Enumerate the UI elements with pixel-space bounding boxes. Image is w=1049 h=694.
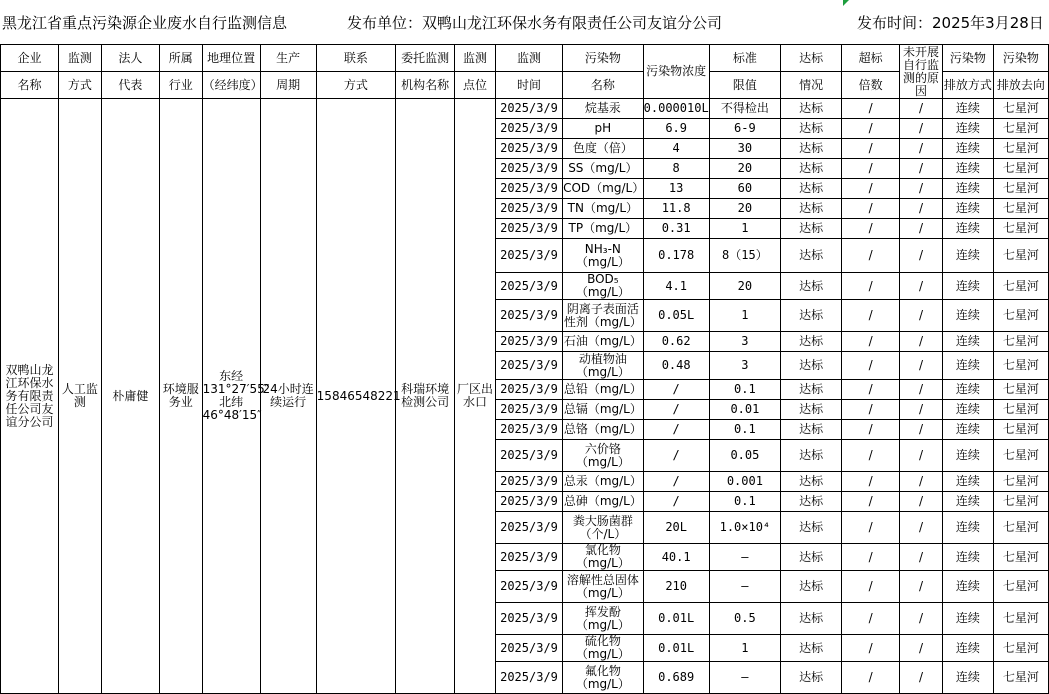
discharge-mode-cell[interactable]: 连续 — [942, 635, 993, 662]
concentration-cell[interactable]: 20L — [643, 512, 709, 544]
pollutant-name-cell[interactable]: NH₃-N（mg/L） — [563, 239, 643, 273]
compliance-cell[interactable]: 达标 — [781, 571, 842, 603]
pollutant-name-cell[interactable]: 石油（mg/L） — [563, 332, 643, 352]
column-header-8-bottom: 点位 — [455, 72, 496, 99]
pollutant-name-cell[interactable]: TP（mg/L） — [563, 219, 643, 239]
concentration-cell[interactable]: 13 — [643, 179, 709, 199]
discharge-mode-cell[interactable]: 连续 — [942, 139, 993, 159]
standard-limit-cell[interactable]: 30 — [709, 139, 780, 159]
exceed-ratio-cell[interactable]: / — [842, 179, 900, 199]
company-method-cell[interactable]: 人工监测 — [59, 99, 102, 694]
exceed-ratio-cell[interactable]: / — [842, 472, 900, 492]
compliance-cell[interactable]: 达标 — [781, 139, 842, 159]
concentration-cell[interactable]: / — [643, 472, 709, 492]
discharge-destination-cell[interactable]: 七星河 — [993, 239, 1048, 273]
compliance-cell[interactable]: 达标 — [781, 300, 842, 332]
no-monitor-reason-cell[interactable]: / — [900, 199, 943, 219]
no-monitor-reason-cell[interactable]: / — [900, 273, 943, 300]
discharge-mode-cell[interactable]: 连续 — [942, 119, 993, 139]
no-monitor-reason-cell[interactable]: / — [900, 332, 943, 352]
discharge-mode-cell[interactable]: 连续 — [942, 571, 993, 603]
standard-limit-cell[interactable]: 1 — [709, 219, 780, 239]
company-agency-cell[interactable]: 科瑞环境检测公司 — [396, 99, 455, 694]
monitor-date-cell[interactable]: 2025/3/9 — [495, 662, 562, 694]
column-header-10-top: 污染物 — [563, 45, 643, 72]
compliance-cell[interactable]: 达标 — [781, 544, 842, 571]
no-monitor-reason-cell[interactable]: / — [900, 440, 943, 472]
column-header-13-top: 达标 — [781, 45, 842, 72]
pollutant-name-cell[interactable]: 硫化物（mg/L） — [563, 635, 643, 662]
standard-limit-cell[interactable]: 20 — [709, 273, 780, 300]
column-header-9-top: 监测 — [495, 45, 562, 72]
exceed-ratio-cell[interactable]: / — [842, 139, 900, 159]
column-header-2-top: 法人 — [101, 45, 159, 72]
concentration-cell[interactable]: 40.1 — [643, 544, 709, 571]
no-monitor-reason-cell[interactable]: / — [900, 472, 943, 492]
column-header-8-top: 监测 — [455, 45, 496, 72]
compliance-cell[interactable]: 达标 — [781, 179, 842, 199]
standard-limit-cell[interactable]: 20 — [709, 159, 780, 179]
compliance-cell[interactable]: 达标 — [781, 603, 842, 635]
no-monitor-reason-cell[interactable]: / — [900, 300, 943, 332]
exceed-ratio-cell[interactable]: / — [842, 512, 900, 544]
discharge-destination-cell[interactable]: 七星河 — [993, 352, 1048, 380]
compliance-cell[interactable]: 达标 — [781, 492, 842, 512]
discharge-destination-cell[interactable]: 七星河 — [993, 512, 1048, 544]
standard-limit-cell[interactable]: — — [709, 662, 780, 694]
discharge-mode-cell[interactable]: 连续 — [942, 99, 993, 119]
discharge-mode-cell[interactable]: 连续 — [942, 440, 993, 472]
discharge-destination-cell[interactable]: 七星河 — [993, 544, 1048, 571]
concentration-cell[interactable]: 210 — [643, 571, 709, 603]
company-point-cell[interactable]: 厂区出水口 — [455, 99, 496, 694]
monitor-date-cell[interactable]: 2025/3/9 — [495, 603, 562, 635]
standard-limit-cell[interactable]: 0.01 — [709, 400, 780, 420]
discharge-destination-cell[interactable]: 七星河 — [993, 492, 1048, 512]
standard-limit-cell[interactable]: 20 — [709, 199, 780, 219]
pollutant-name-cell[interactable]: pH — [563, 119, 643, 139]
monitor-date-cell[interactable]: 2025/3/9 — [495, 219, 562, 239]
pollutant-name-cell[interactable]: BOD₅（mg/L） — [563, 273, 643, 300]
pollutant-name-cell[interactable]: 氯化物（mg/L） — [563, 544, 643, 571]
monitor-date-cell[interactable]: 2025/3/9 — [495, 139, 562, 159]
exceed-ratio-cell[interactable]: / — [842, 400, 900, 420]
compliance-cell[interactable]: 达标 — [781, 635, 842, 662]
company-location-cell[interactable]: 东经131°27′55″北纬46°48′15″ — [202, 99, 260, 694]
pollutant-name-cell[interactable]: 总汞（mg/L） — [563, 472, 643, 492]
discharge-destination-cell[interactable]: 七星河 — [993, 420, 1048, 440]
header-row-bottom — [1, 72, 1049, 99]
pollutant-name-cell[interactable]: 氟化物（mg/L） — [563, 662, 643, 694]
standard-limit-cell[interactable]: 0.1 — [709, 492, 780, 512]
exceed-ratio-cell[interactable]: / — [842, 219, 900, 239]
column-header-1-bottom: 方式 — [59, 72, 102, 99]
standard-limit-cell[interactable]: 3 — [709, 352, 780, 380]
discharge-mode-cell[interactable]: 连续 — [942, 332, 993, 352]
exceed-ratio-cell[interactable]: / — [842, 440, 900, 472]
no-monitor-reason-cell[interactable]: / — [900, 239, 943, 273]
pollutant-name-cell[interactable]: TN（mg/L） — [563, 199, 643, 219]
concentration-cell[interactable]: 4.1 — [643, 273, 709, 300]
discharge-mode-cell[interactable]: 连续 — [942, 199, 993, 219]
discharge-destination-cell[interactable]: 七星河 — [993, 179, 1048, 199]
monitor-date-cell[interactable]: 2025/3/9 — [495, 440, 562, 472]
standard-limit-cell[interactable]: 60 — [709, 179, 780, 199]
column-header-5-bottom: 周期 — [260, 72, 316, 99]
standard-limit-cell[interactable]: 6-9 — [709, 119, 780, 139]
concentration-cell[interactable]: 0.178 — [643, 239, 709, 273]
pollutant-name-cell[interactable]: SS（mg/L） — [563, 159, 643, 179]
exceed-ratio-cell[interactable]: / — [842, 380, 900, 400]
discharge-destination-cell[interactable]: 七星河 — [993, 273, 1048, 300]
discharge-mode-cell[interactable]: 连续 — [942, 544, 993, 571]
pollutant-name-cell[interactable]: 色度（倍） — [563, 139, 643, 159]
column-header-6-top: 联系 — [316, 45, 395, 72]
no-monitor-reason-cell[interactable]: / — [900, 380, 943, 400]
compliance-cell[interactable]: 达标 — [781, 472, 842, 492]
no-monitor-reason-cell[interactable]: / — [900, 400, 943, 420]
pollutant-name-cell[interactable]: 六价铬（mg/L） — [563, 440, 643, 472]
concentration-cell[interactable]: 11.8 — [643, 199, 709, 219]
column-header-0-bottom: 名称 — [1, 72, 59, 99]
discharge-mode-cell[interactable]: 连续 — [942, 273, 993, 300]
no-monitor-reason-cell[interactable]: / — [900, 352, 943, 380]
standard-limit-cell[interactable]: 0.05 — [709, 440, 780, 472]
company-legal-rep-cell[interactable]: 朴庸健 — [101, 99, 159, 694]
no-monitor-reason-cell[interactable]: / — [900, 512, 943, 544]
discharge-mode-cell[interactable]: 连续 — [942, 603, 993, 635]
concentration-cell[interactable]: 6.9 — [643, 119, 709, 139]
concentration-cell[interactable]: 0.62 — [643, 332, 709, 352]
exceed-ratio-cell[interactable]: / — [842, 635, 900, 662]
discharge-mode-cell[interactable]: 连续 — [942, 239, 993, 273]
monitor-date-cell[interactable]: 2025/3/9 — [495, 512, 562, 544]
discharge-destination-cell[interactable]: 七星河 — [993, 662, 1048, 694]
column-header-7-bottom: 机构名称 — [396, 72, 455, 99]
company-name-cell[interactable]: 双鸭山龙江环保水务有限责任公司友谊分公司 — [1, 99, 59, 694]
discharge-destination-cell[interactable]: 七星河 — [993, 199, 1048, 219]
pollutant-name-cell[interactable]: 粪大肠菌群（个/L） — [563, 512, 643, 544]
no-monitor-reason-cell[interactable]: / — [900, 544, 943, 571]
pollutant-name-cell[interactable]: 总铅（mg/L） — [563, 380, 643, 400]
compliance-cell[interactable]: 达标 — [781, 159, 842, 179]
concentration-cell[interactable]: 0.689 — [643, 662, 709, 694]
concentration-cell[interactable]: 0.01L — [643, 603, 709, 635]
column-header-17-top: 污染物 — [993, 45, 1048, 72]
column-header-12-top: 标准 — [709, 45, 780, 72]
monitoring-table — [0, 44, 1049, 694]
column-header-13-bottom: 情况 — [781, 72, 842, 99]
discharge-destination-cell[interactable]: 七星河 — [993, 119, 1048, 139]
discharge-destination-cell[interactable]: 七星河 — [993, 159, 1048, 179]
company-cycle-cell[interactable]: 24小时连续运行 — [260, 99, 316, 694]
exceed-ratio-cell[interactable]: / — [842, 239, 900, 273]
monitor-date-cell[interactable]: 2025/3/9 — [495, 380, 562, 400]
monitor-date-cell[interactable]: 2025/3/9 — [495, 400, 562, 420]
monitor-date-cell[interactable]: 2025/3/9 — [495, 239, 562, 273]
discharge-mode-cell[interactable]: 连续 — [942, 300, 993, 332]
discharge-destination-cell[interactable]: 七星河 — [993, 635, 1048, 662]
no-monitor-reason-cell[interactable]: / — [900, 635, 943, 662]
compliance-cell[interactable]: 达标 — [781, 380, 842, 400]
discharge-mode-cell[interactable]: 连续 — [942, 159, 993, 179]
discharge-mode-cell[interactable]: 连续 — [942, 400, 993, 420]
compliance-cell[interactable]: 达标 — [781, 119, 842, 139]
compliance-cell[interactable]: 达标 — [781, 352, 842, 380]
concentration-cell[interactable]: 8 — [643, 159, 709, 179]
discharge-mode-cell[interactable]: 连续 — [942, 179, 993, 199]
monitor-date-cell[interactable]: 2025/3/9 — [495, 199, 562, 219]
column-header-0-top: 企业 — [1, 45, 59, 72]
compliance-cell[interactable]: 达标 — [781, 273, 842, 300]
title-bar — [0, 0, 1049, 44]
discharge-destination-cell[interactable]: 七星河 — [993, 219, 1048, 239]
discharge-mode-cell[interactable]: 连续 — [942, 512, 993, 544]
publisher-label: 发布单位：双鸭山龙江环保水务有限责任公司友谊分公司 — [347, 14, 723, 32]
column-header-16-bottom: 排放方式 — [942, 72, 993, 99]
discharge-destination-cell[interactable]: 七星河 — [993, 571, 1048, 603]
pollutant-name-cell[interactable]: 挥发酚（mg/L） — [563, 603, 643, 635]
no-monitor-reason-cell[interactable]: / — [900, 159, 943, 179]
company-contact-cell[interactable]: 15846548221 — [316, 99, 395, 694]
standard-limit-cell[interactable]: 0.1 — [709, 420, 780, 440]
exceed-ratio-cell[interactable]: / — [842, 332, 900, 352]
discharge-destination-cell[interactable]: 七星河 — [993, 603, 1048, 635]
compliance-cell[interactable]: 达标 — [781, 420, 842, 440]
exceed-ratio-cell[interactable]: / — [842, 603, 900, 635]
exceed-ratio-cell[interactable]: / — [842, 199, 900, 219]
pollutant-name-cell[interactable]: 总砷（mg/L） — [563, 492, 643, 512]
discharge-destination-cell[interactable]: 七星河 — [993, 440, 1048, 472]
discharge-mode-cell[interactable]: 连续 — [942, 380, 993, 400]
monitor-date-cell[interactable]: 2025/3/9 — [495, 119, 562, 139]
column-header-10-bottom: 名称 — [563, 72, 643, 99]
column-header-6-bottom: 方式 — [316, 72, 395, 99]
exceed-ratio-cell[interactable]: / — [842, 352, 900, 380]
standard-limit-cell[interactable]: — — [709, 544, 780, 571]
exceed-ratio-cell[interactable]: / — [842, 300, 900, 332]
monitor-date-cell[interactable]: 2025/3/9 — [495, 300, 562, 332]
monitor-date-cell[interactable]: 2025/3/9 — [495, 571, 562, 603]
compliance-cell[interactable]: 达标 — [781, 219, 842, 239]
discharge-mode-cell[interactable]: 连续 — [942, 219, 993, 239]
exceed-ratio-cell[interactable]: / — [842, 273, 900, 300]
compliance-cell[interactable]: 达标 — [781, 400, 842, 420]
monitor-date-cell[interactable]: 2025/3/9 — [495, 544, 562, 571]
concentration-cell[interactable]: / — [643, 420, 709, 440]
discharge-mode-cell[interactable]: 连续 — [942, 472, 993, 492]
exceed-ratio-cell[interactable]: / — [842, 544, 900, 571]
discharge-mode-cell[interactable]: 连续 — [942, 420, 993, 440]
standard-limit-cell[interactable]: 1 — [709, 300, 780, 332]
monitor-date-cell[interactable]: 2025/3/9 — [495, 332, 562, 352]
concentration-cell[interactable]: 0.48 — [643, 352, 709, 380]
concentration-cell[interactable]: 0.01L — [643, 635, 709, 662]
discharge-mode-cell[interactable]: 连续 — [942, 352, 993, 380]
column-header-7-top: 委托监测 — [396, 45, 455, 72]
concentration-cell[interactable]: 0.000010L — [643, 99, 709, 119]
monitor-date-cell[interactable]: 2025/3/9 — [495, 179, 562, 199]
monitor-date-cell[interactable]: 2025/3/9 — [495, 420, 562, 440]
compliance-cell[interactable]: 达标 — [781, 662, 842, 694]
compliance-cell[interactable]: 达标 — [781, 512, 842, 544]
discharge-mode-cell[interactable]: 连续 — [942, 492, 993, 512]
discharge-destination-cell[interactable]: 七星河 — [993, 472, 1048, 492]
column-header-14-top: 超标 — [842, 45, 900, 72]
pollutant-name-cell[interactable]: 动植物油（mg/L） — [563, 352, 643, 380]
standard-limit-cell[interactable]: 3 — [709, 332, 780, 352]
discharge-destination-cell[interactable]: 七星河 — [993, 380, 1048, 400]
monitor-date-cell[interactable]: 2025/3/9 — [495, 99, 562, 119]
monitor-date-cell[interactable]: 2025/3/9 — [495, 273, 562, 300]
column-header-4-top: 地理位置 — [202, 45, 260, 72]
exceed-ratio-cell[interactable]: / — [842, 571, 900, 603]
pollutant-name-cell[interactable]: 烷基汞 — [563, 99, 643, 119]
monitor-date-cell[interactable]: 2025/3/9 — [495, 159, 562, 179]
no-monitor-reason-cell[interactable]: / — [900, 603, 943, 635]
exceed-ratio-cell[interactable]: / — [842, 99, 900, 119]
compliance-cell[interactable]: 达标 — [781, 239, 842, 273]
standard-limit-cell[interactable]: — — [709, 571, 780, 603]
exceed-ratio-cell[interactable]: / — [842, 119, 900, 139]
monitor-date-cell[interactable]: 2025/3/9 — [495, 635, 562, 662]
no-monitor-reason-cell[interactable]: / — [900, 179, 943, 199]
discharge-destination-cell[interactable]: 七星河 — [993, 332, 1048, 352]
column-header-4-bottom: （经纬度） — [202, 72, 260, 99]
sheet-title: 黑龙江省重点污染源企业废水自行监测信息 — [2, 14, 288, 32]
company-industry-cell[interactable]: 环境服务业 — [159, 99, 202, 694]
standard-limit-cell[interactable]: 不得检出 — [709, 99, 780, 119]
column-header-3-bottom: 行业 — [159, 72, 202, 99]
exceed-ratio-cell[interactable]: / — [842, 662, 900, 694]
exceed-ratio-cell[interactable]: / — [842, 492, 900, 512]
exceed-ratio-cell[interactable]: / — [842, 159, 900, 179]
discharge-destination-cell[interactable]: 七星河 — [993, 139, 1048, 159]
publish-time-label: 发布时间：2025年3月28日 — [857, 14, 1044, 32]
discharge-destination-cell[interactable]: 七星河 — [993, 400, 1048, 420]
column-header-14-bottom: 倍数 — [842, 72, 900, 99]
concentration-cell[interactable]: 4 — [643, 139, 709, 159]
no-monitor-reason-cell[interactable]: / — [900, 492, 943, 512]
standard-limit-cell[interactable]: 8（15） — [709, 239, 780, 273]
monitor-date-cell[interactable]: 2025/3/9 — [495, 492, 562, 512]
concentration-cell[interactable]: 0.31 — [643, 219, 709, 239]
concentration-cell[interactable]: 0.05L — [643, 300, 709, 332]
no-monitor-reason-cell[interactable]: / — [900, 139, 943, 159]
standard-limit-cell[interactable]: 0.5 — [709, 603, 780, 635]
column-header-5-top: 生产 — [260, 45, 316, 72]
exceed-ratio-cell[interactable]: / — [842, 420, 900, 440]
no-monitor-reason-cell[interactable]: / — [900, 571, 943, 603]
compliance-cell[interactable]: 达标 — [781, 99, 842, 119]
column-header-11: 污染物浓度 — [643, 45, 709, 99]
compliance-cell[interactable]: 达标 — [781, 199, 842, 219]
no-monitor-reason-cell[interactable]: / — [900, 219, 943, 239]
concentration-cell[interactable]: / — [643, 492, 709, 512]
no-monitor-reason-cell[interactable]: / — [900, 99, 943, 119]
standard-limit-cell[interactable]: 1.0×10⁴ — [709, 512, 780, 544]
header-row-top — [1, 45, 1049, 72]
monitor-date-cell[interactable]: 2025/3/9 — [495, 352, 562, 380]
pollutant-name-cell[interactable]: 总镉（mg/L） — [563, 400, 643, 420]
column-header-15: 未开展自行监测的原因 — [900, 45, 943, 99]
standard-limit-cell[interactable]: 0.001 — [709, 472, 780, 492]
column-header-16-top: 污染物 — [942, 45, 993, 72]
column-header-3-top: 所属 — [159, 45, 202, 72]
table-row — [1, 99, 1049, 119]
monitor-date-cell[interactable]: 2025/3/9 — [495, 472, 562, 492]
column-header-9-bottom: 时间 — [495, 72, 562, 99]
standard-limit-cell[interactable]: 0.1 — [709, 380, 780, 400]
discharge-mode-cell[interactable]: 连续 — [942, 662, 993, 694]
column-header-2-bottom: 代表 — [101, 72, 159, 99]
no-monitor-reason-cell[interactable]: / — [900, 662, 943, 694]
standard-limit-cell[interactable]: 1 — [709, 635, 780, 662]
concentration-cell[interactable]: / — [643, 380, 709, 400]
compliance-cell[interactable]: 达标 — [781, 440, 842, 472]
pollutant-name-cell[interactable]: 溶解性总固体（mg/L） — [563, 571, 643, 603]
no-monitor-reason-cell[interactable]: / — [900, 420, 943, 440]
cell-comment-indicator-icon — [843, 0, 849, 6]
column-header-17-bottom: 排放去向 — [993, 72, 1048, 99]
column-header-12-bottom: 限值 — [709, 72, 780, 99]
column-header-1-top: 监测 — [59, 45, 102, 72]
discharge-destination-cell[interactable]: 七星河 — [993, 99, 1048, 119]
pollutant-name-cell[interactable]: COD（mg/L） — [563, 179, 643, 199]
concentration-cell[interactable]: / — [643, 440, 709, 472]
no-monitor-reason-cell[interactable]: / — [900, 119, 943, 139]
pollutant-name-cell[interactable]: 总铬（mg/L） — [563, 420, 643, 440]
discharge-destination-cell[interactable]: 七星河 — [993, 300, 1048, 332]
compliance-cell[interactable]: 达标 — [781, 332, 842, 352]
pollutant-name-cell[interactable]: 阴离子表面活性剂（mg/L） — [563, 300, 643, 332]
concentration-cell[interactable]: / — [643, 400, 709, 420]
